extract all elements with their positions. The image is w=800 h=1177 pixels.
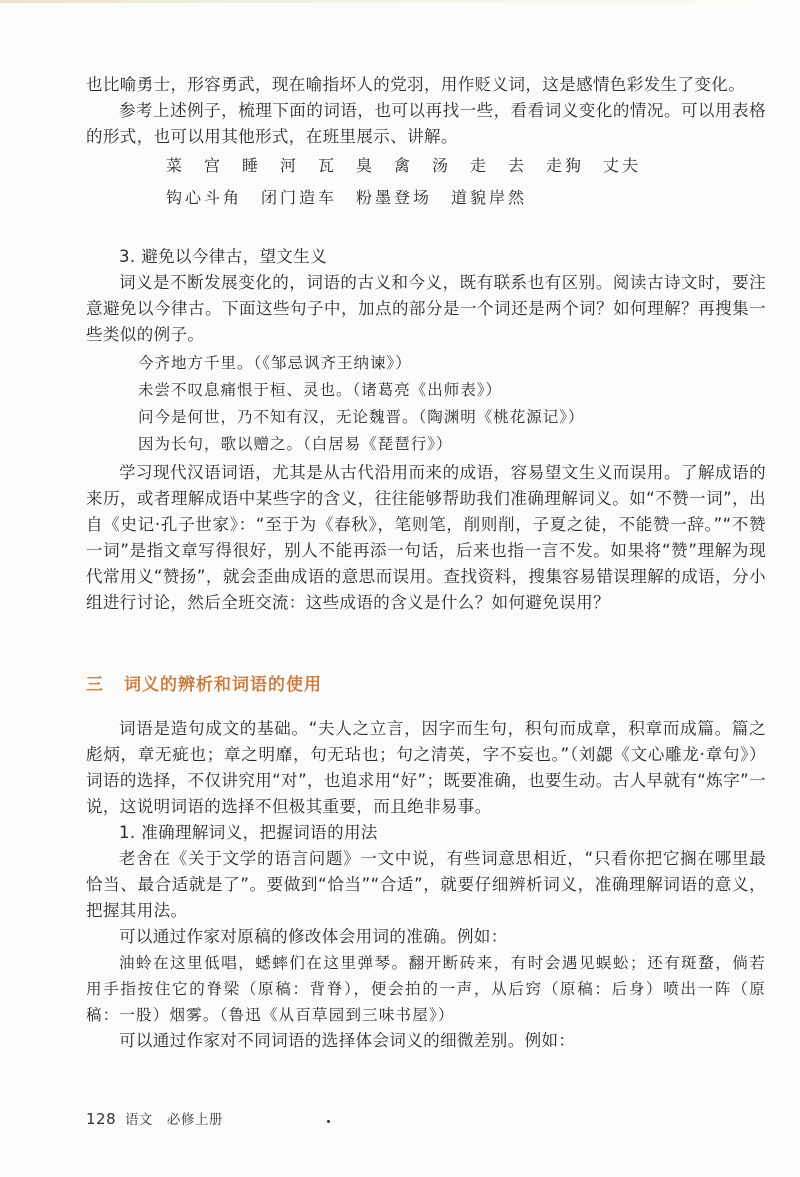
paragraph-9: 可以通过作家对不同词语的选择体会词义的细微差别。例如： bbox=[119, 1031, 576, 1050]
quote-1: 今齐地方千里。（《邹忌讽齐王纳谏》） bbox=[138, 354, 412, 372]
book-title: 语文 必修上册 bbox=[124, 1112, 223, 1128]
print-dot bbox=[327, 1120, 330, 1123]
section-title-text: 词义的辨析和词语的使用 bbox=[124, 675, 322, 695]
top-decoration bbox=[0, 0, 800, 3]
paragraph-7: 可以通过作家对原稿的修改体会用词的准确。例如： bbox=[119, 927, 508, 946]
word-list-1: 菜 宫 睡 河 瓦 臭 禽 汤 走 去 走狗 丈夫 bbox=[166, 156, 642, 175]
page-body bbox=[86, 72, 766, 616]
quote-lu-xun: 油蛉在这里低唱，蟋蟀们在这里弹琴。翻开断砖来，有时会遇见蜈蚣；还有斑蝥，倘若用手指按住它的脊梁（原稿：背脊），便会拍的一声，从后窍（原稿：后身）喷出一阵（原稿：一股）烟雾。（鲁迅《从百草园到三味书屋》） bbox=[86, 954, 766, 1024]
word-list-2: 钩心斗角 闭门造车 粉墨登场 道貌岸然 bbox=[166, 188, 528, 207]
quote-4: 因为长句，歌以赠之。（白居易《琵琶行》） bbox=[138, 435, 453, 453]
page-body-2 bbox=[86, 716, 766, 1054]
quote-3: 问今是何世，乃不知有汉，无论魏晋。（陶渊明《桃花源记》） bbox=[138, 408, 585, 426]
paragraph-6: 老舍在《关于文学的语言问题》一文中说，有些词意思相近，“只看你把它搁在哪里最恰当、最合适就是了”。要做到“恰当”“合适”，就要仔细辨析词义，准确理解词语的意义，把握其用法。 bbox=[86, 849, 766, 920]
section-number: 三 bbox=[86, 675, 104, 695]
paragraph-1: 也比喻勇士，形容勇武，现在喻指坏人的党羽，用作贬义词，这是感情色彩发生了变化。 bbox=[86, 75, 746, 94]
paragraph-5: 词语是造句成文的基础。“夫人之立言，因字而生句，积句而成章，积章而成篇。篇之彪炳，章无疵也；章之明靡，句无玷也；句之清英，字不妄也。”（刘勰《文心雕龙·章句》）词语的选择，不仅讲究用“对”，也追求用“好”；既要准确，也要生动。古人早就有“炼字”一说，这说明词语的选择不但极其重要，而且绝非易事。 bbox=[86, 719, 766, 816]
subheading-1: 1. 准确理解词义，把握词语的用法 bbox=[119, 823, 378, 842]
section-heading bbox=[86, 670, 322, 695]
page-number: 128 bbox=[86, 1110, 117, 1128]
subheading-3: 3. 避免以今律古，望文生义 bbox=[119, 247, 328, 266]
paragraph-4: 学习现代汉语词语，尤其是从古代沿用而来的成语，容易望文生义而误用。了解成语的来历，或者理解成语中某些字的含义，往往能够帮助我们准确理解词义。如“不赞一词”，出自《史记·孔子世家》：“至于为《春秋》，笔则笔，削则削，子夏之徒，不能赞一辞。”“不赞一词”是指文章写得很好，别人不能再添一句话，后来也指一言不发。如果将“赞”理解为现代常用义“赞扬”，就会歪曲成语的意思而误用。查找资料，搜集容易错误理解的成语，分小组进行讨论，然后全班交流：这些成语的含义是什么？如何避免误用？ bbox=[86, 463, 766, 612]
quote-2: 未尝不叹息痛恨于桓、灵也。（诸葛亮《出师表》） bbox=[138, 381, 503, 399]
paragraph-3: 词义是不断发展变化的，词语的古义和今义，既有联系也有区别。阅读古诗文时，要注意避免以今律古。下面这些句子中，加点的部分是一个词还是两个词？如何理解？再搜集一些类似的例子。 bbox=[86, 273, 766, 344]
page-footer bbox=[86, 1108, 223, 1128]
paragraph-2: 参考上述例子，梳理下面的词语，也可以再找一些，看看词义变化的情况。可以用表格的形式，也可以用其他形式，在班里展示、讲解。 bbox=[86, 101, 766, 146]
